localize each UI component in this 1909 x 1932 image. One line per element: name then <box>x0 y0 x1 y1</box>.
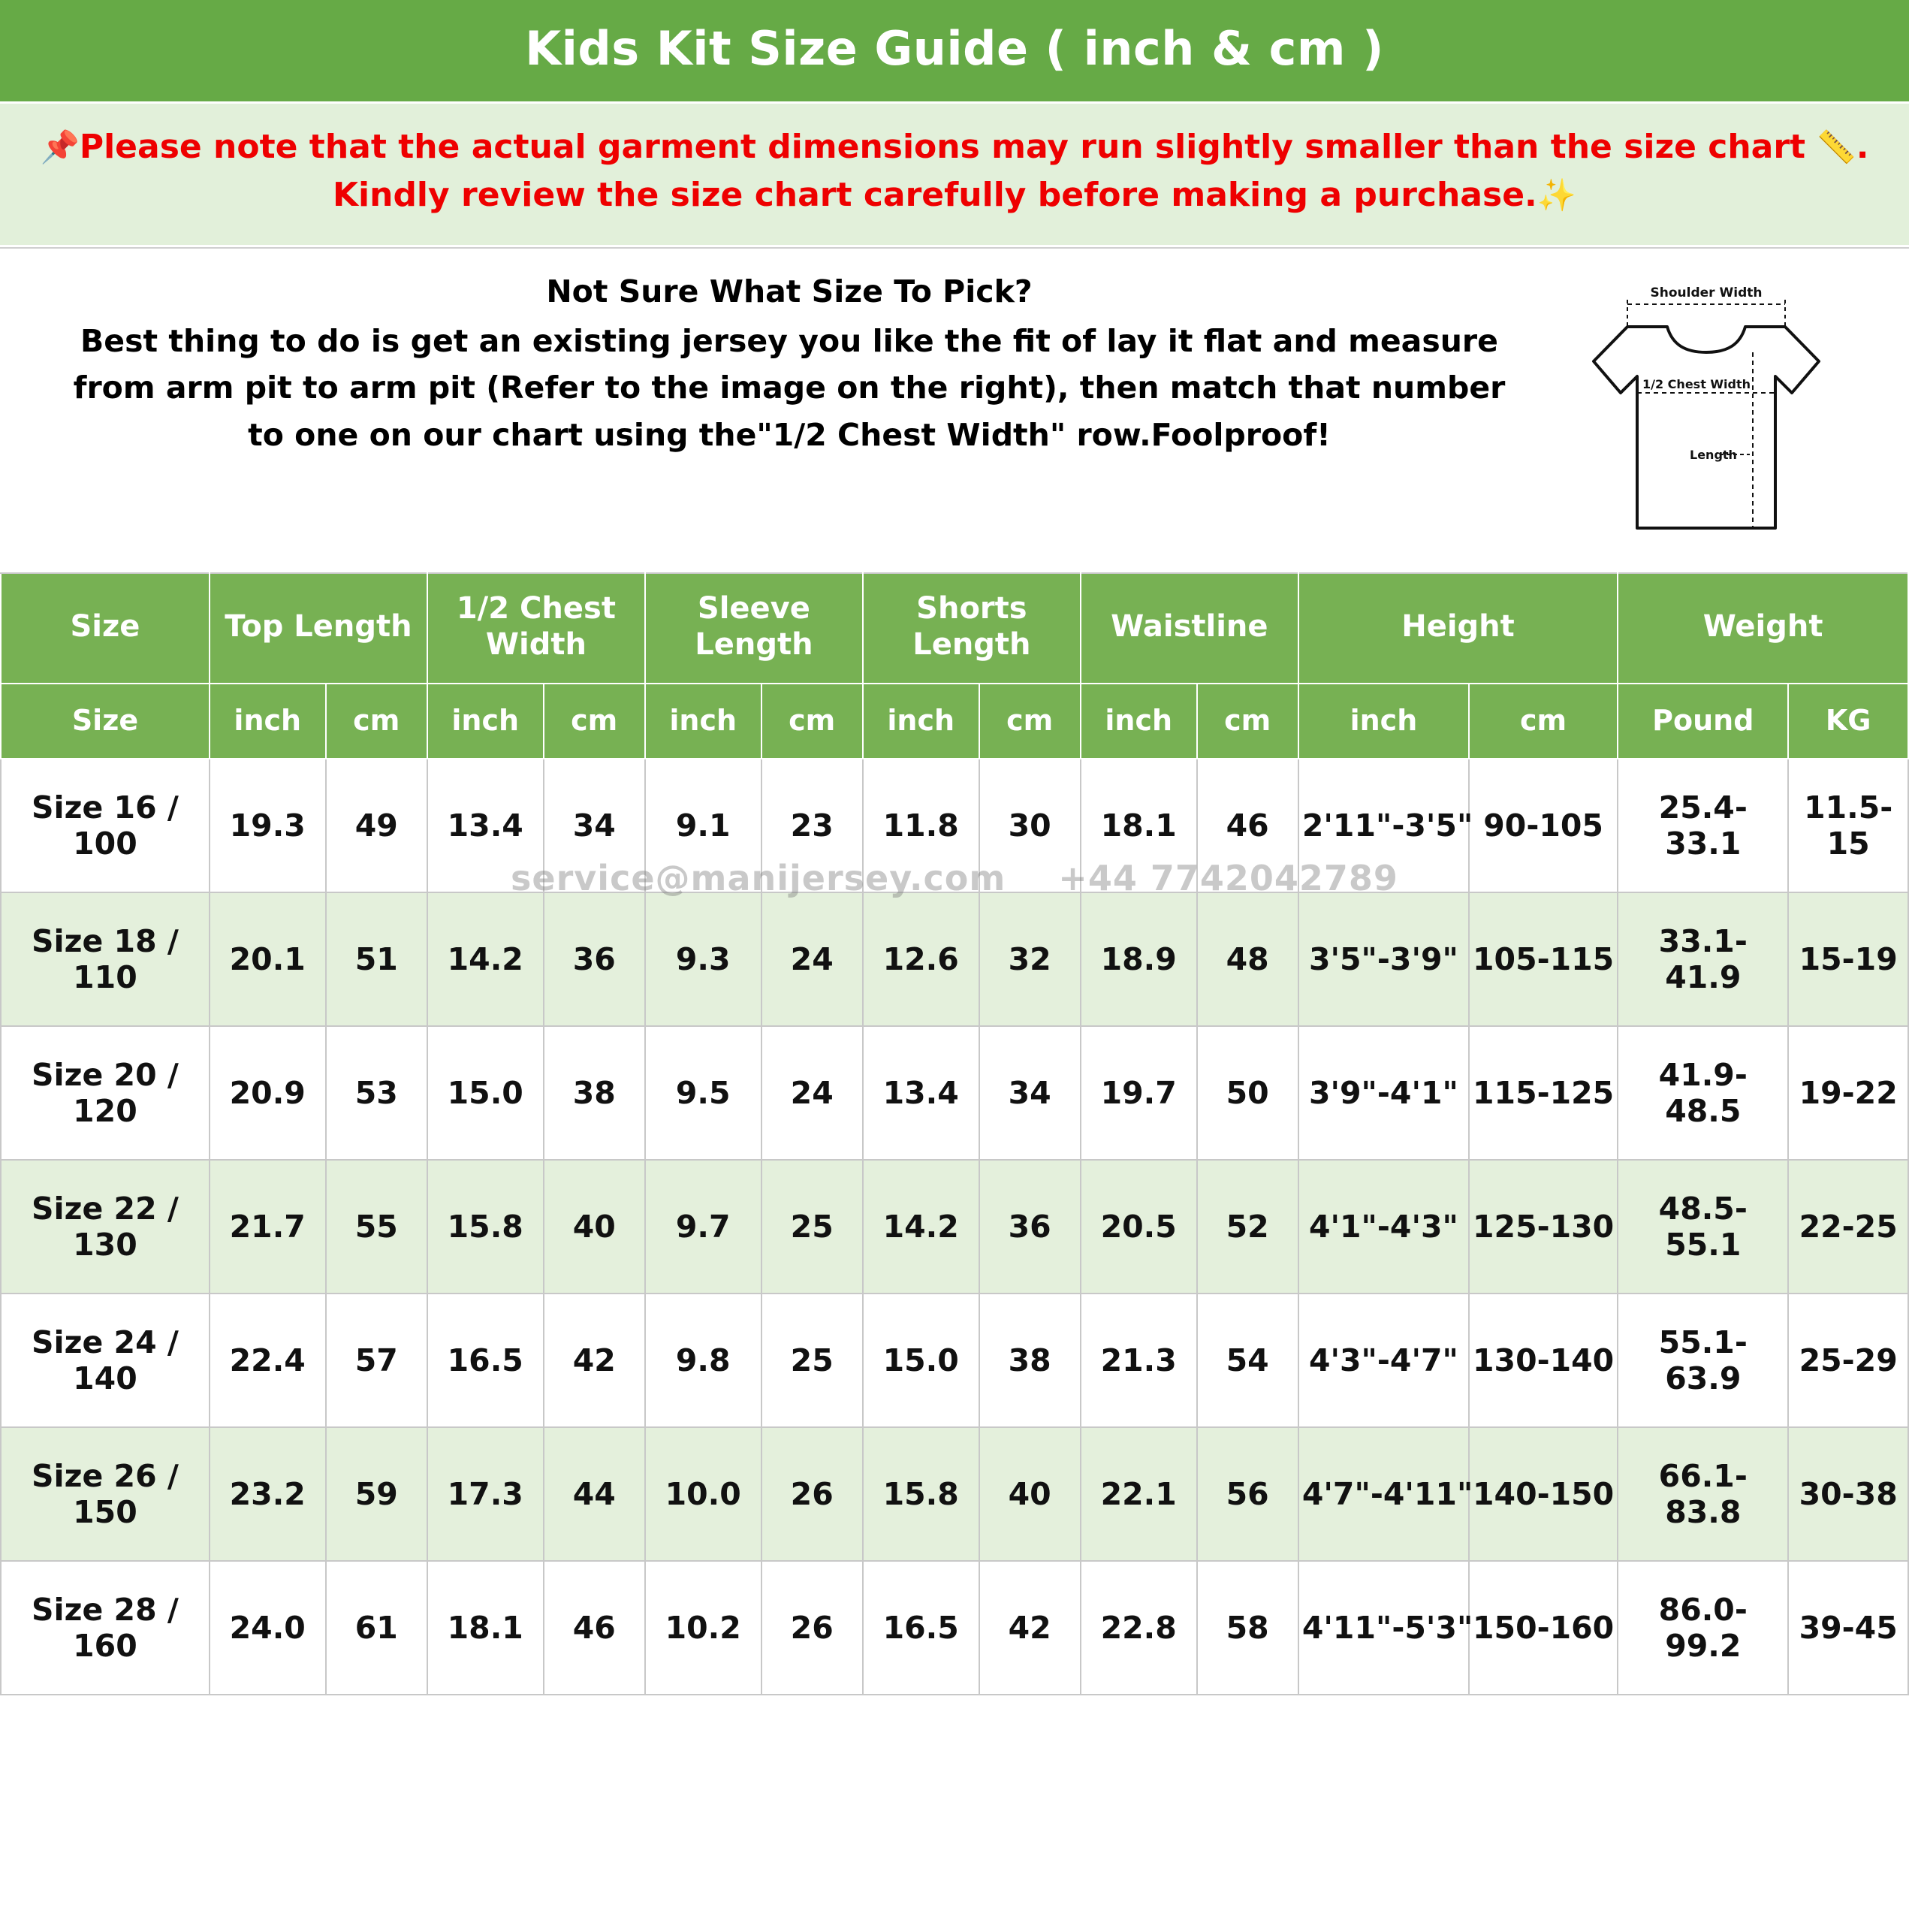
table-row <box>1 892 1908 1026</box>
cell-chest-cm: 38 <box>544 1026 645 1160</box>
cell-height-cm: 140-150 <box>1469 1427 1618 1561</box>
cell-chest-cm: 36 <box>544 892 645 1026</box>
cell-top-length-inch: 20.9 <box>210 1026 326 1160</box>
cell-top-length-cm: 49 <box>326 759 427 892</box>
cell-top-length-inch: 21.7 <box>210 1160 326 1294</box>
cell-sleeve-cm: 24 <box>761 892 863 1026</box>
cell-shorts-inch: 14.2 <box>863 1160 979 1294</box>
group-header-half-chest-width: 1/2 Chest Width <box>427 573 645 684</box>
cell-chest-inch: 18.1 <box>427 1561 544 1695</box>
cell-top-length-cm: 55 <box>326 1160 427 1294</box>
cell-chest-inch: 14.2 <box>427 892 544 1026</box>
ruler-icon: 📏 <box>1817 128 1856 165</box>
advice-line-3: to one on our chart using the"1/2 Chest Width" row.Foolproof! <box>248 416 1331 453</box>
cell-shorts-cm: 40 <box>979 1427 1081 1561</box>
cell-weight-pound: 33.1-41.9 <box>1618 892 1788 1026</box>
cell-sleeve-inch: 9.7 <box>645 1160 761 1294</box>
group-header-sleeve-length: Sleeve Length <box>645 573 863 684</box>
cell-shorts-inch: 16.5 <box>863 1561 979 1695</box>
table-row <box>1 1294 1908 1427</box>
table-row <box>1 1561 1908 1695</box>
advice-headline: Not Sure What Size To Pick? <box>546 273 1033 309</box>
cell-size: Size 22 / 130 <box>1 1160 210 1294</box>
unit-header-weight-pound: Pound <box>1618 684 1788 759</box>
unit-header-sleeve-inch: inch <box>645 684 761 759</box>
cell-chest-cm: 34 <box>544 759 645 892</box>
cell-weight-pound: 86.0-99.2 <box>1618 1561 1788 1695</box>
cell-waistline-inch: 19.7 <box>1081 1026 1197 1160</box>
cell-weight-kg: 11.5-15 <box>1788 759 1908 892</box>
cell-sleeve-cm: 26 <box>761 1427 863 1561</box>
cell-shorts-cm: 38 <box>979 1294 1081 1427</box>
cell-top-length-inch: 23.2 <box>210 1427 326 1561</box>
cell-weight-pound: 55.1-63.9 <box>1618 1294 1788 1427</box>
pushpin-icon: 📌 <box>40 128 80 165</box>
unit-header-waistline-cm: cm <box>1197 684 1298 759</box>
diagram-shoulder-label-text: Shoulder Width <box>1650 285 1763 300</box>
unit-header-waistline-inch: inch <box>1081 684 1197 759</box>
cell-top-length-inch: 22.4 <box>210 1294 326 1427</box>
cell-sleeve-cm: 24 <box>761 1026 863 1160</box>
cell-sleeve-cm: 26 <box>761 1561 863 1695</box>
diagram-length-label-text: Length <box>1690 447 1737 462</box>
cell-size: Size 16 / 100 <box>1 759 210 892</box>
cell-chest-cm: 40 <box>544 1160 645 1294</box>
cell-weight-kg: 39-45 <box>1788 1561 1908 1695</box>
unit-header-shorts-inch: inch <box>863 684 979 759</box>
cell-sleeve-inch: 9.3 <box>645 892 761 1026</box>
advice-line-1: Best thing to do is get an existing jersey you like the fit of lay it flat and measure <box>80 322 1498 359</box>
cell-sleeve-inch: 10.0 <box>645 1427 761 1561</box>
cell-weight-pound: 41.9-48.5 <box>1618 1026 1788 1160</box>
notice-line-1-tail: . <box>1856 128 1869 166</box>
notice-line-2 <box>23 171 1886 219</box>
cell-shorts-inch: 15.8 <box>863 1427 979 1561</box>
cell-waistline-cm: 52 <box>1197 1160 1298 1294</box>
cell-weight-kg: 19-22 <box>1788 1026 1908 1160</box>
cell-height-inch: 4'1"-4'3" <box>1298 1160 1469 1294</box>
cell-height-inch: 2'11"-3'5" <box>1298 759 1469 892</box>
cell-waistline-cm: 54 <box>1197 1294 1298 1427</box>
cell-shorts-cm: 32 <box>979 892 1081 1026</box>
cell-waistline-inch: 22.8 <box>1081 1561 1197 1695</box>
cell-sleeve-inch: 9.5 <box>645 1026 761 1160</box>
group-header-size: Size <box>1 573 210 684</box>
cell-waistline-cm: 56 <box>1197 1427 1298 1561</box>
cell-sleeve-inch: 10.2 <box>645 1561 761 1695</box>
advice-text <box>15 268 1549 458</box>
cell-weight-pound: 48.5-55.1 <box>1618 1160 1788 1294</box>
notice-banner <box>0 104 1909 247</box>
unit-header-chest-cm: cm <box>544 684 645 759</box>
cell-weight-kg: 25-29 <box>1788 1294 1908 1427</box>
cell-chest-inch: 17.3 <box>427 1427 544 1561</box>
cell-chest-inch: 16.5 <box>427 1294 544 1427</box>
cell-weight-kg: 30-38 <box>1788 1427 1908 1561</box>
unit-header-sleeve-cm: cm <box>761 684 863 759</box>
group-header-waistline: Waistline <box>1081 573 1298 684</box>
cell-sleeve-cm: 23 <box>761 759 863 892</box>
advice-section <box>0 247 1909 572</box>
table-row <box>1 759 1908 892</box>
sparkles-icon: ✨ <box>1537 176 1577 213</box>
cell-shorts-inch: 11.8 <box>863 759 979 892</box>
cell-size: Size 28 / 160 <box>1 1561 210 1695</box>
cell-sleeve-cm: 25 <box>761 1294 863 1427</box>
group-header-height: Height <box>1298 573 1618 684</box>
cell-shorts-cm: 34 <box>979 1026 1081 1160</box>
cell-waistline-inch: 22.1 <box>1081 1427 1197 1561</box>
cell-chest-cm: 44 <box>544 1427 645 1561</box>
unit-header-weight-kg: KG <box>1788 684 1908 759</box>
advice-line-2: from arm pit to arm pit (Refer to the image on the right), then match that number <box>73 370 1506 406</box>
cell-weight-pound: 66.1-83.8 <box>1618 1427 1788 1561</box>
cell-height-inch: 4'7"-4'11" <box>1298 1427 1469 1561</box>
cell-top-length-inch: 20.1 <box>210 892 326 1026</box>
cell-top-length-cm: 53 <box>326 1026 427 1160</box>
unit-header-row <box>1 684 1908 759</box>
cell-height-cm: 130-140 <box>1469 1294 1618 1427</box>
cell-sleeve-inch: 9.1 <box>645 759 761 892</box>
cell-size: Size 18 / 110 <box>1 892 210 1026</box>
cell-height-cm: 90-105 <box>1469 759 1618 892</box>
cell-top-length-cm: 57 <box>326 1294 427 1427</box>
cell-waistline-inch: 18.9 <box>1081 892 1197 1026</box>
cell-waistline-cm: 58 <box>1197 1561 1298 1695</box>
table-row <box>1 1160 1908 1294</box>
cell-size: Size 24 / 140 <box>1 1294 210 1427</box>
cell-top-length-inch: 24.0 <box>210 1561 326 1695</box>
unit-header-shorts-cm: cm <box>979 684 1081 759</box>
cell-chest-cm: 42 <box>544 1294 645 1427</box>
group-header-shorts-length: Shorts Length <box>863 573 1081 684</box>
group-header-top-length: Top Length <box>210 573 427 684</box>
cell-size: Size 20 / 120 <box>1 1026 210 1160</box>
cell-top-length-cm: 51 <box>326 892 427 1026</box>
watermark-phone: +44 7742042789 <box>1058 857 1398 898</box>
tshirt-measure-diagram <box>1549 268 1894 551</box>
cell-height-inch: 3'9"-4'1" <box>1298 1026 1469 1160</box>
cell-height-cm: 150-160 <box>1469 1561 1618 1695</box>
cell-weight-kg: 15-19 <box>1788 892 1908 1026</box>
size-table <box>0 572 1909 1696</box>
cell-chest-inch: 13.4 <box>427 759 544 892</box>
cell-shorts-cm: 36 <box>979 1160 1081 1294</box>
cell-top-length-inch: 19.3 <box>210 759 326 892</box>
cell-shorts-inch: 15.0 <box>863 1294 979 1427</box>
unit-header-height-inch: inch <box>1298 684 1469 759</box>
cell-shorts-cm: 30 <box>979 759 1081 892</box>
page-title: Kids Kit Size Guide ( inch & cm ) <box>0 0 1909 104</box>
cell-height-inch: 4'3"-4'7" <box>1298 1294 1469 1427</box>
group-header-row <box>1 573 1908 684</box>
cell-height-cm: 115-125 <box>1469 1026 1618 1160</box>
cell-sleeve-cm: 25 <box>761 1160 863 1294</box>
cell-waistline-inch: 21.3 <box>1081 1294 1197 1427</box>
cell-top-length-cm: 59 <box>326 1427 427 1561</box>
unit-header-top-length-cm: cm <box>326 684 427 759</box>
cell-sleeve-inch: 9.8 <box>645 1294 761 1427</box>
unit-header-size: Size <box>1 684 210 759</box>
cell-shorts-inch: 13.4 <box>863 1026 979 1160</box>
unit-header-top-length-inch: inch <box>210 684 326 759</box>
size-table-wrapper <box>0 572 1909 1696</box>
size-table-head <box>1 573 1908 759</box>
cell-chest-cm: 46 <box>544 1561 645 1695</box>
table-row <box>1 1026 1908 1160</box>
cell-size: Size 26 / 150 <box>1 1427 210 1561</box>
cell-waistline-inch: 18.1 <box>1081 759 1197 892</box>
group-header-weight: Weight <box>1618 573 1908 684</box>
cell-weight-pound: 25.4-33.1 <box>1618 759 1788 892</box>
cell-shorts-inch: 12.6 <box>863 892 979 1026</box>
diagram-chest-label-text: 1/2 Chest Width <box>1642 376 1751 391</box>
cell-top-length-cm: 61 <box>326 1561 427 1695</box>
size-table-body <box>1 759 1908 1695</box>
table-row <box>1 1427 1908 1561</box>
cell-shorts-cm: 42 <box>979 1561 1081 1695</box>
cell-height-cm: 105-115 <box>1469 892 1618 1026</box>
svg-text:1/2 Chest Width <box>1642 377 1751 391</box>
cell-height-inch: 3'5"-3'9" <box>1298 892 1469 1026</box>
cell-chest-inch: 15.0 <box>427 1026 544 1160</box>
watermark-email: service@manijersey.com <box>511 857 1006 898</box>
cell-waistline-cm: 48 <box>1197 892 1298 1026</box>
cell-waistline-inch: 20.5 <box>1081 1160 1197 1294</box>
unit-header-height-cm: cm <box>1469 684 1618 759</box>
cell-waistline-cm: 50 <box>1197 1026 1298 1160</box>
unit-header-chest-inch: inch <box>427 684 544 759</box>
svg-text:Shoulder Width <box>1651 285 1763 300</box>
notice-line-2-text: Kindly review the size chart carefully before making a purchase. <box>332 175 1537 214</box>
cell-height-inch: 4'11"-5'3" <box>1298 1561 1469 1695</box>
notice-line-1 <box>23 123 1886 171</box>
cell-weight-kg: 22-25 <box>1788 1160 1908 1294</box>
cell-height-cm: 125-130 <box>1469 1160 1618 1294</box>
cell-waistline-cm: 46 <box>1197 759 1298 892</box>
notice-line-1-text: Please note that the actual garment dimensions may run slightly smaller than the size chart <box>79 128 1806 166</box>
cell-chest-inch: 15.8 <box>427 1160 544 1294</box>
